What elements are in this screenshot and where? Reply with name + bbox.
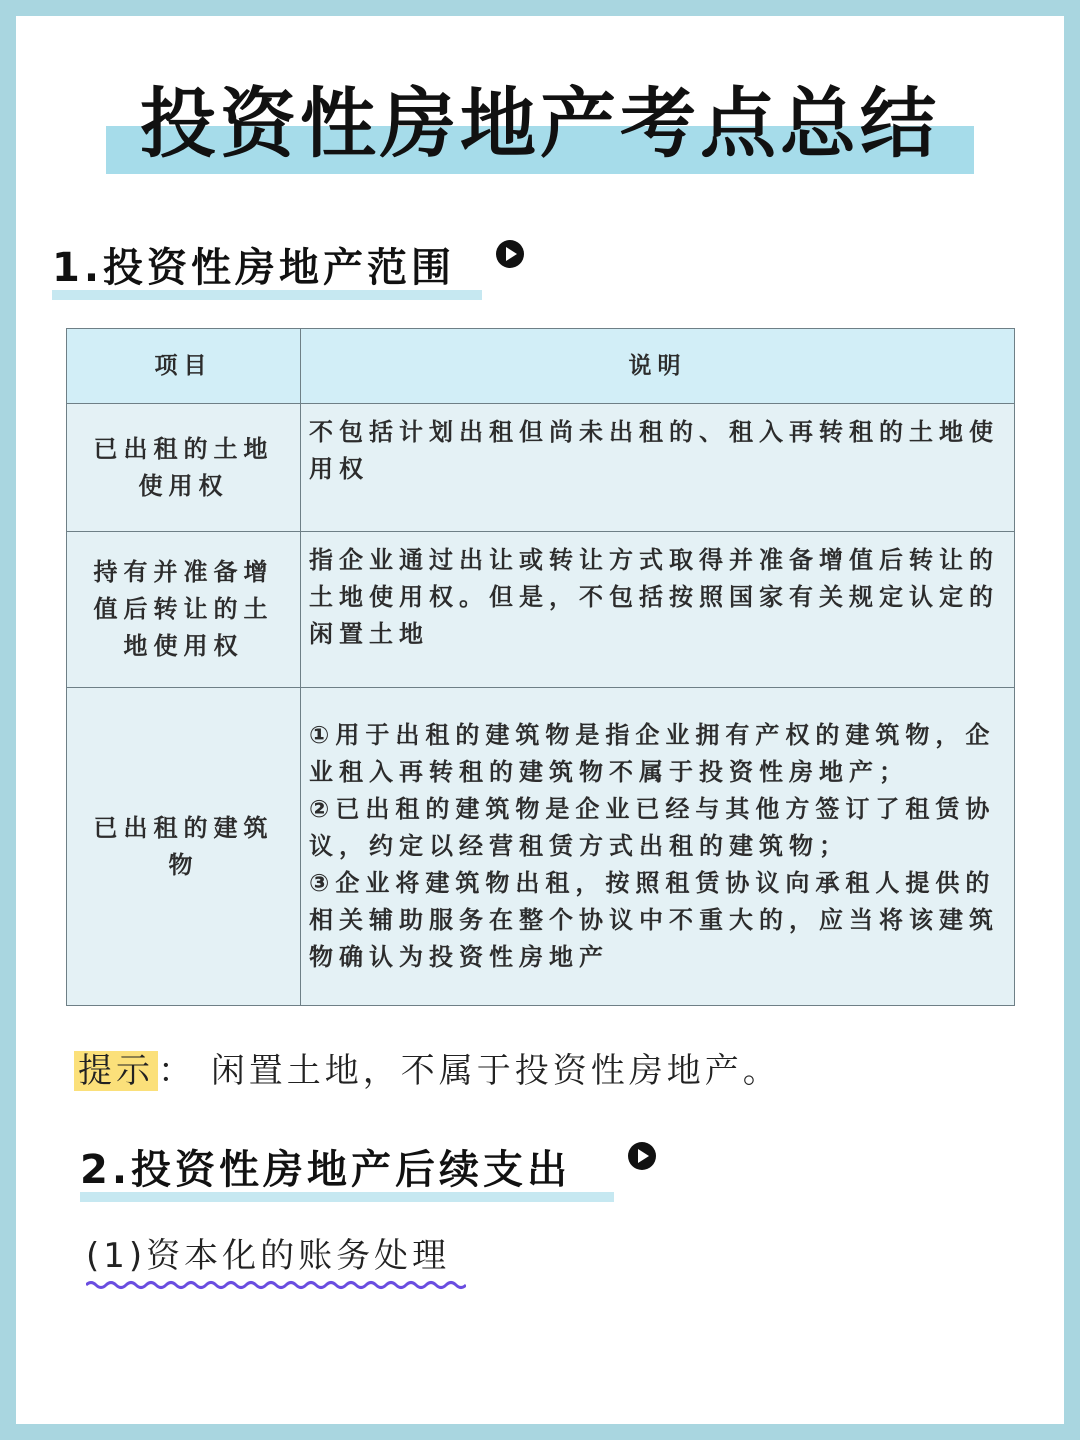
table-row bbox=[67, 532, 1015, 688]
table-header-desc: 说明 bbox=[301, 329, 1015, 404]
hint-text: 闲置土地，不属于投资性房地产。 bbox=[210, 1051, 781, 1091]
page bbox=[16, 16, 1064, 1424]
table-cell-desc bbox=[301, 688, 1015, 1006]
hint bbox=[74, 1046, 781, 1096]
arrow-right-icon bbox=[496, 240, 524, 268]
main-title-block bbox=[106, 74, 974, 174]
table-cell-desc: 不包括计划出租但尚未出租的、租入再转租的土地使用权 bbox=[301, 404, 1015, 532]
table-cell-item: 已出租的土地使用权 bbox=[67, 404, 301, 532]
page-title: 投资性房地产考点总结 bbox=[140, 79, 940, 168]
table-cell-desc: 指企业通过出让或转让方式取得并准备增值后转让的土地使用权。但是，不包括按照国家有关规定认定的闲置土地 bbox=[301, 532, 1015, 688]
hint-label: 提示 bbox=[74, 1051, 158, 1091]
table-header-item: 项目 bbox=[67, 329, 301, 404]
subsection-heading: (1)资本化的账务处理 bbox=[86, 1236, 451, 1276]
table-header-row bbox=[67, 329, 1015, 404]
section1-heading: 1.投资性房地产范围 bbox=[52, 245, 456, 291]
desc-line: ①用于出租的建筑物是指企业拥有产权的建筑物，企业租入再转租的建筑物不属于投资性房地产； bbox=[309, 721, 996, 786]
section2-heading: 2.投资性房地产后续支出 bbox=[80, 1147, 572, 1193]
scope-table bbox=[66, 328, 1015, 1006]
table-row bbox=[67, 688, 1015, 1006]
table-cell-item: 持有并准备增值后转让的土地使用权 bbox=[67, 532, 301, 688]
desc-line: ②已出租的建筑物是企业已经与其他方签订了租赁协议，约定以经营租赁方式出租的建筑物； bbox=[309, 795, 996, 860]
wavy-underline bbox=[86, 1280, 466, 1290]
arrow-right-icon bbox=[628, 1142, 656, 1170]
section1-heading-block bbox=[52, 240, 552, 300]
table-row bbox=[67, 404, 1015, 532]
section2-heading-block bbox=[80, 1142, 680, 1202]
hint-colon: ： bbox=[158, 1051, 196, 1091]
desc-line: ③企业将建筑物出租，按照租赁协议向承租人提供的相关辅助服务在整个协议中不重大的，应当将该建筑物确认为投资性房地产 bbox=[309, 869, 999, 971]
table-cell-item: 已出租的建筑物 bbox=[67, 688, 301, 1006]
